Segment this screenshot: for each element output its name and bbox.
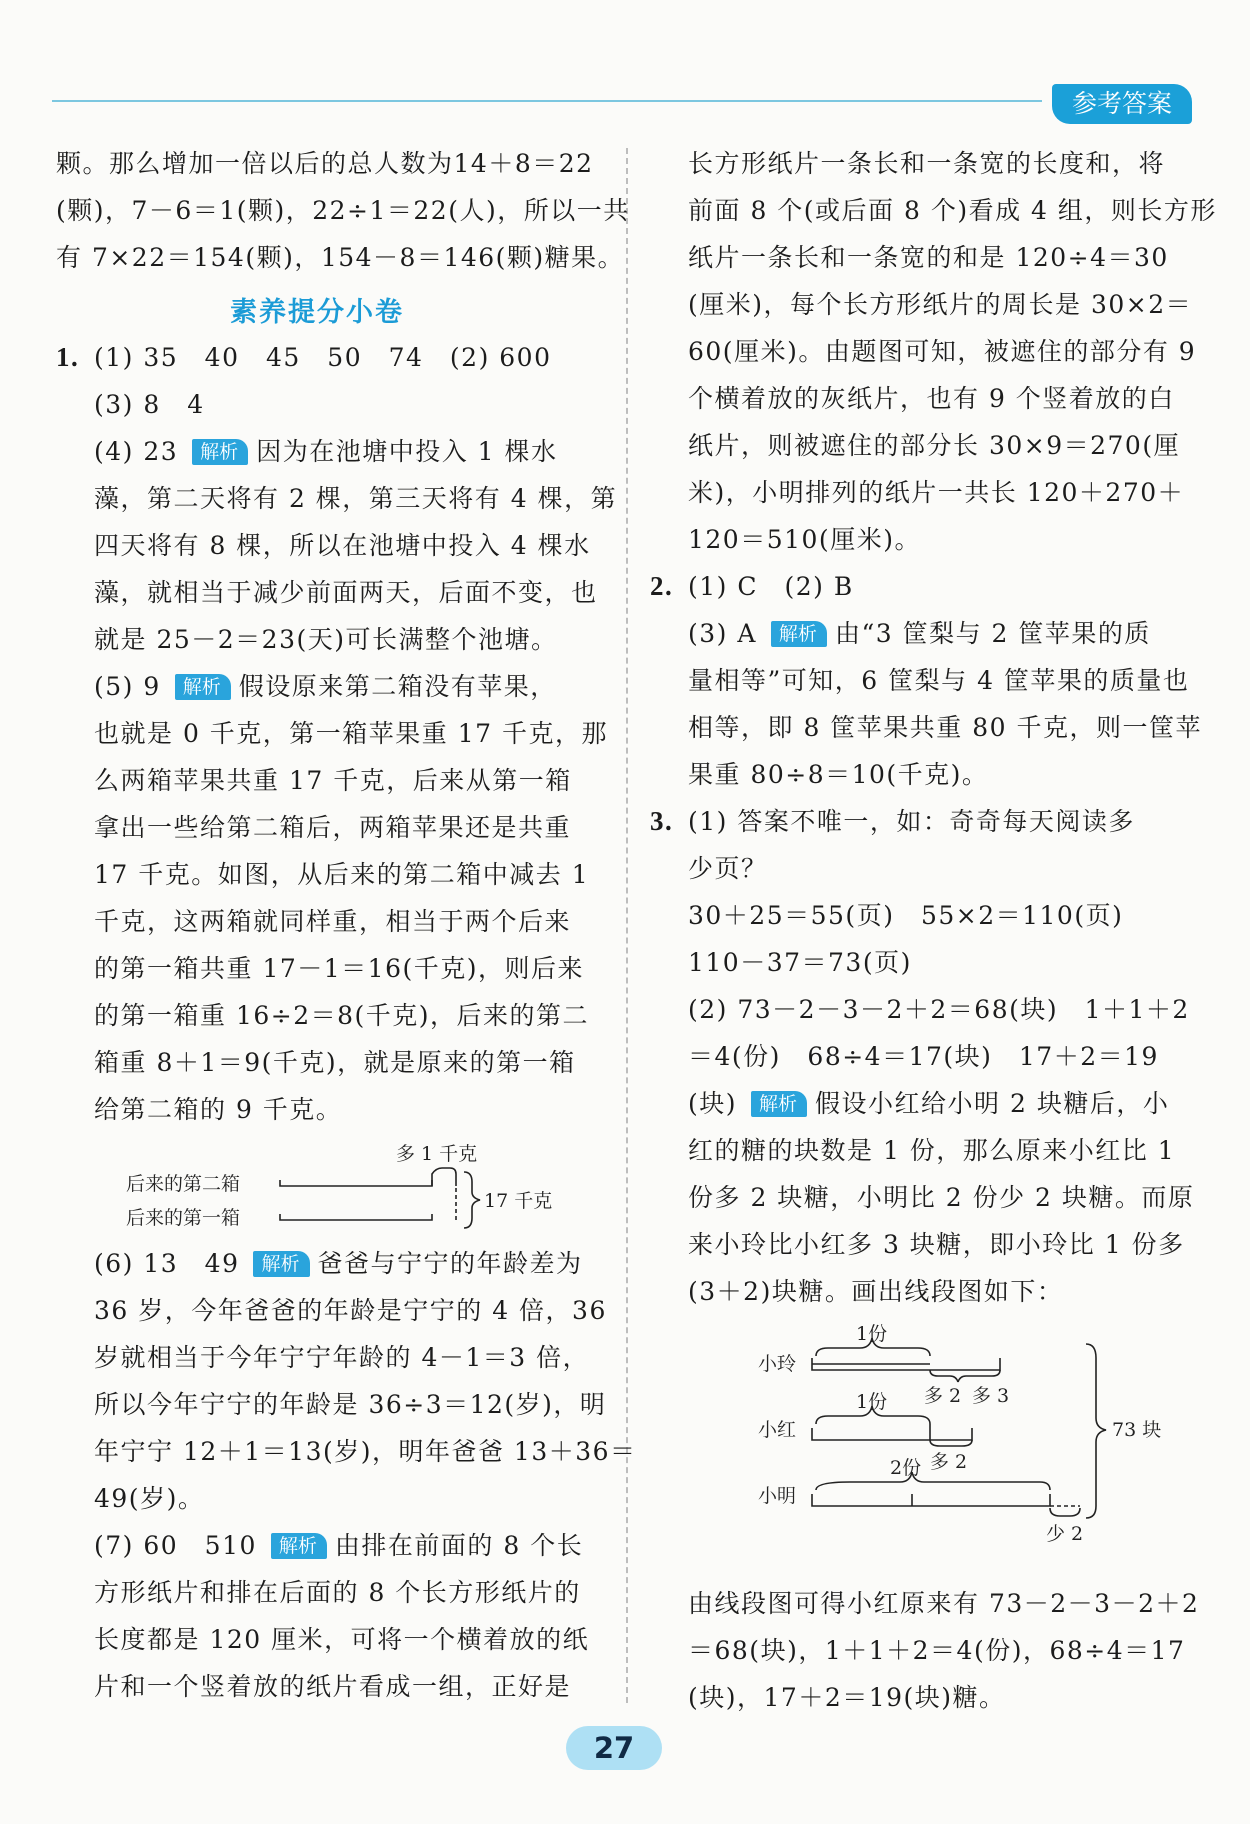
question-number: 3. <box>650 806 674 836</box>
header-rule <box>52 100 1042 102</box>
segment-diagram-candies <box>740 1318 1162 1578</box>
label-more3: 多 3 <box>972 1385 1010 1407</box>
label-one-part-b: 1份 <box>856 1391 888 1413</box>
label-more2-b: 多 2 <box>930 1451 968 1473</box>
label-xiaoling: 小玲 <box>758 1353 797 1375</box>
brace-two-parts <box>816 1472 1050 1490</box>
total-brace <box>464 1172 480 1228</box>
intro-text: 颗。那么增加一倍以后的总人数为14＋8＝22 (颗)，7－6＝1(颗)，22÷1＝22(人)，所以一共 有 7×22＝154(颗)，154－8＝146(颗)糖果。 <box>56 149 630 272</box>
brace-less2 <box>1050 1508 1080 1516</box>
label-two-parts: 2份 <box>890 1457 922 1479</box>
analysis-tag: 解析 <box>253 1251 309 1277</box>
right-column: 长方形纸片一条长和一条宽的长度和，将 前面 8 个(或后面 8 个)看成 4 组，则长方形 纸片一条长和一条宽的和是 120÷4＝30 (厘米)，每个长方形纸片的周长是 30×2＝ 60(厘米)。由题图可知，被遮住的部分有 9 个横着放的灰纸片，也有 9 个竖着放的白 纸片，则被遮住的部分长 30×9＝270(厘 米)，小明排列的纸片一共长 120＋270＋ 120＝510(厘米)。 2. (1) C (2) B (3) A 解析 由“3 筐梨与 2 筐苹果的质 量相等”可知，6 筐梨与 4 筐苹果的质量也 相等，即 8 筐苹果共重 80 千克，则一筐苹 果重 80÷8＝10(千克)。 3. (1) 答案不唯一，如：奇奇每天阅读多 少页？ 30＋25＝55(页) 55×2＝110(页) 110－37＝73(页) (2) 73－2－3－2＋2＝68(块) 1＋1＋2 ＝4(份) 68÷4＝17(块) 17＋2＝19 (块) 解析 假设小红给小明 2 块糖后，小 红的糖的块数是 1 份，那么原来小红比 1 份多 2 块糖，小明比 2 份少 2 块糖。而原 来小玲比小红多 3 块糖，即小玲比 1 份多 (3＋2)块糖。画出线段图如下： <box>650 149 1217 1306</box>
answer-3: (3) 8 4 <box>94 390 205 419</box>
label-xiaohong: 小红 <box>758 1419 797 1441</box>
diagram-label-second-box: 后来的第二箱 <box>126 1173 241 1195</box>
answer-4: (4) 23 <box>94 437 179 466</box>
question-1-continued: (6) 13 49 解析 爸爸与宁宁的年龄差为 36 岁，今年爸爸的年龄是宁宁的 4 倍，36 岁就相当于今年宁宁年龄的 4－1＝3 倍， 所以今年宁宁的年龄是 36÷3＝12(岁)，明 年宁宁 12＋1＝13(岁)，明年爸爸 13＋36＝ 49(岁)。 (7) 60 510 解析 由排在前面的 8 个长 方形纸片和排在后面的 8 个长方形纸片的 长度都是 120 厘米，可将一个横着放的纸 片和一个竖着放的纸片看成一组，正好是 <box>94 1249 637 1701</box>
right-column-end: 由线段图可得小红原来有 73－2－3－2＋2 ＝68(块)，1＋1＋2＝4(份)，68÷4＝17 (块)，17＋2＝19(块)糖。 <box>688 1589 1200 1712</box>
brace-more2-a <box>930 1370 958 1382</box>
segment-diagram-apples <box>120 1138 580 1238</box>
question-number: 2. <box>650 571 674 601</box>
diagram-label-more-1kg: 多 1 千克 <box>396 1143 478 1165</box>
question-number: 1. <box>56 342 80 372</box>
brace-more3-a <box>958 1370 1000 1382</box>
label-less2: 少 2 <box>1046 1523 1084 1545</box>
answer-1-2: (1) 35 40 45 50 74 (2) 600 <box>94 343 552 372</box>
diagram-label-first-box: 后来的第一箱 <box>126 1207 241 1229</box>
answer-2-3: (3) A <box>688 619 757 648</box>
segment-second-box <box>280 1180 432 1186</box>
total-brace <box>1086 1344 1106 1518</box>
analysis-tag: 解析 <box>271 1533 327 1559</box>
answer-6: (6) 13 49 <box>94 1249 240 1278</box>
brace-more2-b <box>930 1440 972 1446</box>
segment-extra-1kg <box>432 1168 456 1186</box>
answer-2-1-2: (1) C (2) B <box>688 572 854 601</box>
answer-7: (7) 60 510 <box>94 1531 257 1560</box>
label-total: 73 块 <box>1112 1419 1162 1441</box>
segment-first-box <box>280 1214 432 1220</box>
analysis-tag: 解析 <box>192 439 248 465</box>
analysis-tag: 解析 <box>175 674 231 700</box>
analysis-tag: 解析 <box>751 1091 807 1117</box>
analysis-tag: 解析 <box>771 621 827 647</box>
section-title: 素养提分小卷 <box>230 297 404 328</box>
question-1: 1. (1) 35 40 45 50 74 (2) 600 (3) 8 4 (4) 23 解析 因为在池塘中投入 1 棵水 藻，第二天将有 2 棵，第三天将有 4 棵，第 四天将有 8 棵，所以在池塘中投入 4 棵水 藻，就相当于减少前面两天，后面不变，也 就是 25－2＝23(天)可长满整个池塘。 (5) 9 解析 假设原来第二箱没有苹果， 也就是 0 千克，第一箱苹果重 17 千克，那 么两箱苹果共重 17 千克，后来从第一箱 拿出一些给第二箱后，两箱苹果还是共重 17 千克。如图，从后来的第二箱中减去 1 千克，这两箱就同样重，相当于两个后来 的第一箱共重 17－1＝16(千克)，则后来 的第一箱重 16÷2＝8(千克)，后来的第二 箱重 8＋1＝9(千克)，就是原来的第一箱 给第二箱的 9 千克。 <box>56 334 616 1133</box>
label-one-part: 1份 <box>856 1323 888 1345</box>
left-column <box>56 140 630 281</box>
answers-badge: 参考答案 <box>1052 84 1192 124</box>
segment-xiaohong <box>812 1428 972 1440</box>
segment-xiaoming <box>812 1494 1050 1506</box>
answer-5: (5) 9 <box>94 672 161 701</box>
diagram-label-total: 17 千克 <box>484 1190 553 1212</box>
label-more2-a: 多 2 <box>924 1385 962 1407</box>
label-xiaoming: 小明 <box>758 1485 797 1507</box>
page-number: 27 <box>566 1726 662 1770</box>
